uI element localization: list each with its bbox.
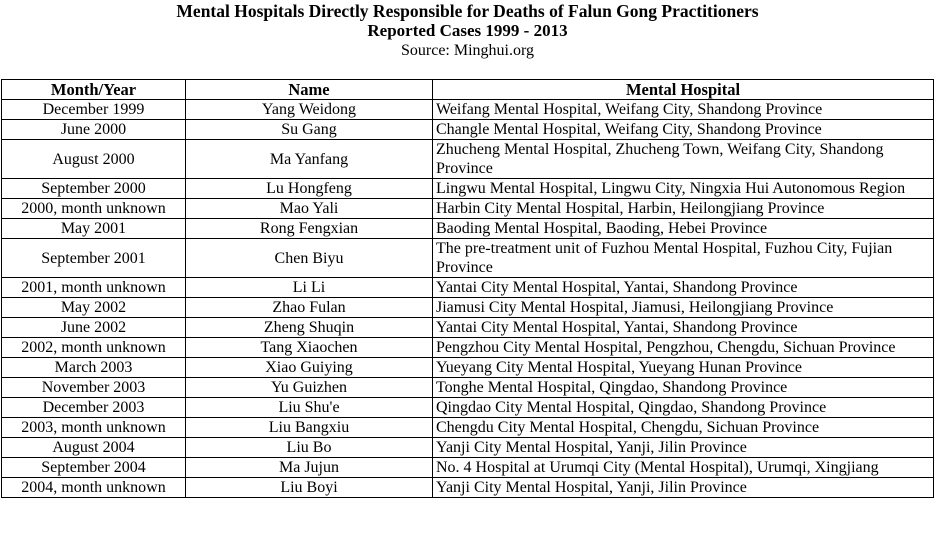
cell-mental-hospital: Changle Mental Hospital, Weifang City, Shandong Province: [433, 120, 934, 140]
table-row: [2, 239, 934, 278]
cell-name: Lu Hongfeng: [186, 179, 433, 199]
table-row: [2, 120, 934, 140]
cell-mental-hospital: Tonghe Mental Hospital, Qingdao, Shandong Province: [433, 378, 934, 398]
table-row: [2, 478, 934, 498]
table-row: [2, 219, 934, 239]
cell-month-year: 2004, month unknown: [2, 478, 186, 498]
cell-month-year: 2003, month unknown: [2, 418, 186, 438]
cell-month-year: June 2000: [2, 120, 186, 140]
table-body: [2, 100, 934, 498]
table-header-row: [2, 80, 934, 100]
cell-month-year: September 2004: [2, 458, 186, 478]
cell-mental-hospital: Pengzhou City Mental Hospital, Pengzhou, Chengdu, Sichuan Province: [433, 338, 934, 358]
cell-name: Su Gang: [186, 120, 433, 140]
cell-name: Zhao Fulan: [186, 298, 433, 318]
table-row: [2, 358, 934, 378]
table-row: [2, 318, 934, 338]
document-source: Source: Minghui.org: [400, 42, 535, 59]
cell-month-year: 2001, month unknown: [2, 278, 186, 298]
cell-name: Liu Bangxiu: [186, 418, 433, 438]
table-row: [2, 438, 934, 458]
document-title: Mental Hospitals Directly Responsible for Deaths of Falun Gong Practitioners: [176, 1, 759, 21]
cell-mental-hospital: Yantai City Mental Hospital, Yantai, Shandong Province: [433, 318, 934, 338]
cell-mental-hospital: Zhucheng Mental Hospital, Zhucheng Town, Weifang City, Shandong Province: [433, 140, 934, 179]
document-subtitle: Reported Cases 1999 - 2013: [367, 21, 568, 40]
cell-mental-hospital: Yueyang City Mental Hospital, Yueyang Hunan Province: [433, 358, 934, 378]
table-row: [2, 199, 934, 219]
cell-month-year: 2000, month unknown: [2, 199, 186, 219]
table-row: [2, 338, 934, 358]
table-row: [2, 100, 934, 120]
cell-name: Yu Guizhen: [186, 378, 433, 398]
cell-month-year: September 2000: [2, 179, 186, 199]
table-row: [2, 179, 934, 199]
cell-mental-hospital: Yanji City Mental Hospital, Yanji, Jilin Province: [433, 478, 934, 498]
cell-month-year: September 2001: [2, 239, 186, 278]
cell-name: Ma Yanfang: [186, 140, 433, 179]
table-row: [2, 298, 934, 318]
cell-mental-hospital: Harbin City Mental Hospital, Harbin, Heilongjiang Province: [433, 199, 934, 219]
cell-name: Liu Boyi: [186, 478, 433, 498]
cell-mental-hospital: Jiamusi City Mental Hospital, Jiamusi, Heilongjiang Province: [433, 298, 934, 318]
cell-name: Chen Biyu: [186, 239, 433, 278]
cell-name: Liu Shu'e: [186, 398, 433, 418]
cell-mental-hospital: Qingdao City Mental Hospital, Qingdao, Shandong Province: [433, 398, 934, 418]
cell-month-year: May 2001: [2, 219, 186, 239]
cell-name: Tang Xiaochen: [186, 338, 433, 358]
cell-month-year: December 1999: [2, 100, 186, 120]
table-row: [2, 378, 934, 398]
cell-name: Zheng Shuqin: [186, 318, 433, 338]
cell-name: Li Li: [186, 278, 433, 298]
cell-name: Mao Yali: [186, 199, 433, 219]
cell-mental-hospital: Lingwu Mental Hospital, Lingwu City, Ningxia Hui Autonomous Region: [433, 179, 934, 199]
cell-name: Rong Fengxian: [186, 219, 433, 239]
cell-mental-hospital: Weifang Mental Hospital, Weifang City, Shandong Province: [433, 100, 934, 120]
cell-month-year: 2002, month unknown: [2, 338, 186, 358]
cell-mental-hospital: Yanji City Mental Hospital, Yanji, Jilin Province: [433, 438, 934, 458]
cell-name: Liu Bo: [186, 438, 433, 458]
cell-name: Ma Jujun: [186, 458, 433, 478]
cell-month-year: August 2004: [2, 438, 186, 458]
cell-mental-hospital: Yantai City Mental Hospital, Yantai, Shandong Province: [433, 278, 934, 298]
cell-name: Yang Weidong: [186, 100, 433, 120]
cell-month-year: June 2002: [2, 318, 186, 338]
cell-mental-hospital: Chengdu City Mental Hospital, Chengdu, Sichuan Province: [433, 418, 934, 438]
hospital-deaths-table: [1, 79, 934, 498]
table-row: [2, 140, 934, 179]
cell-month-year: May 2002: [2, 298, 186, 318]
column-header-mental-hospital: Mental Hospital: [433, 80, 934, 100]
cell-mental-hospital: The pre-treatment unit of Fuzhou Mental Hospital, Fuzhou City, Fujian Province: [433, 239, 934, 278]
cell-month-year: November 2003: [2, 378, 186, 398]
table-row: [2, 458, 934, 478]
column-header-month-year: Month/Year: [2, 80, 186, 100]
cell-mental-hospital: No. 4 Hospital at Urumqi City (Mental Hospital), Urumqi, Xingjiang: [433, 458, 934, 478]
table-row: [2, 418, 934, 438]
cell-month-year: December 2003: [2, 398, 186, 418]
cell-month-year: August 2000: [2, 140, 186, 179]
document-header: [0, 0, 935, 60]
column-header-name: Name: [186, 80, 433, 100]
table-row: [2, 398, 934, 418]
cell-mental-hospital: Baoding Mental Hospital, Baoding, Hebei Province: [433, 219, 934, 239]
cell-month-year: March 2003: [2, 358, 186, 378]
cell-name: Xiao Guiying: [186, 358, 433, 378]
table-row: [2, 278, 934, 298]
